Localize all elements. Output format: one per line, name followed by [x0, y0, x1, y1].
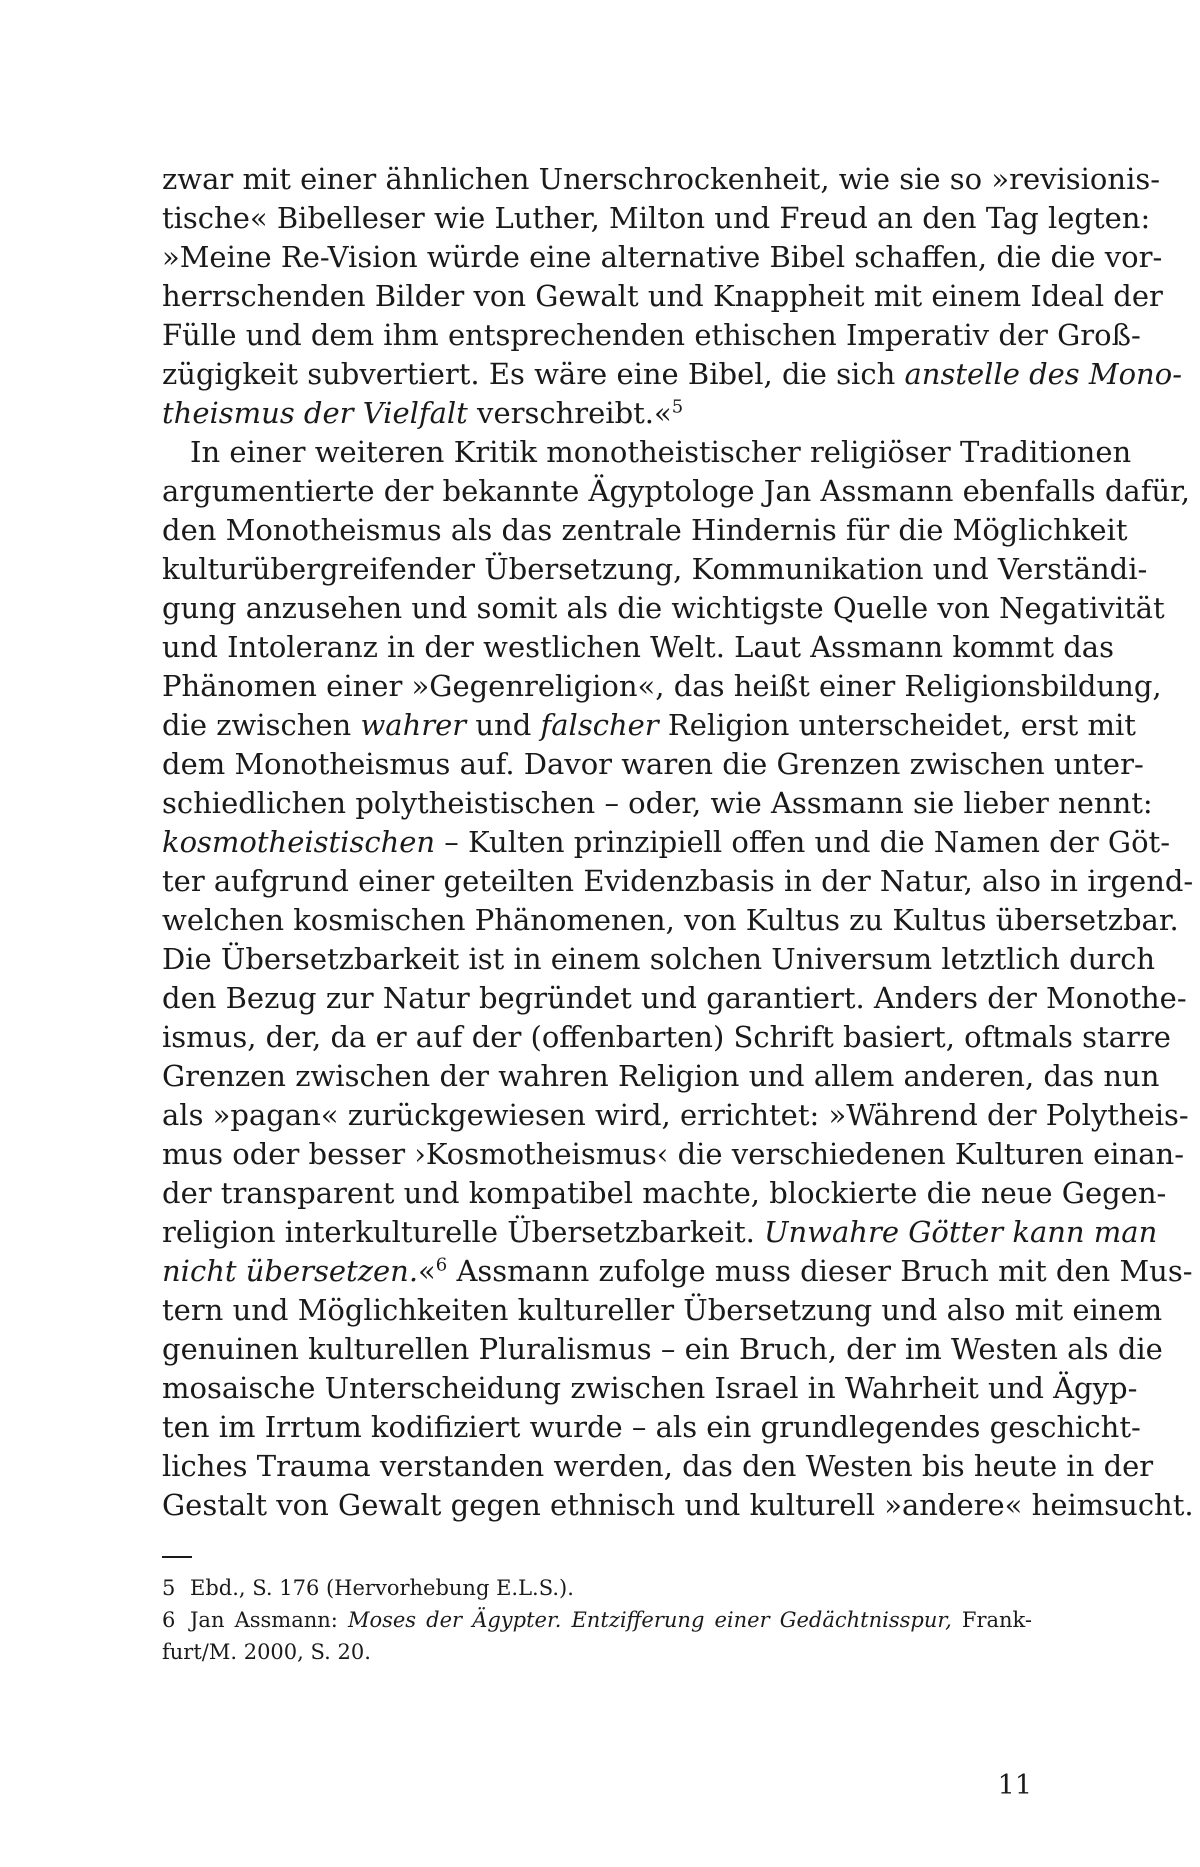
text-segment: den Monotheismus als das zentrale Hindernis für die Möglichkeit: [162, 513, 1128, 547]
text-line: [162, 1135, 1185, 1174]
text-line: [162, 199, 1151, 238]
text-line: [162, 1330, 1163, 1369]
text-segment: »Meine Re-Vision würde eine alternative Bibel schaffen, die die vor-: [162, 240, 1163, 274]
text-line: [162, 550, 1148, 589]
text-line: [162, 1018, 1171, 1057]
text-segment: liches Trauma verstanden werden, das den Westen bis heute in der: [162, 1449, 1154, 1483]
italic-text: nicht übersetzen.: [162, 1254, 419, 1288]
text-line: [162, 862, 1194, 901]
text-segment: der transparent und kompatibel machte, blockierte die neue Gegen-: [162, 1176, 1167, 1210]
text-line: [162, 1369, 1138, 1408]
text-line: [162, 1408, 1141, 1447]
text-segment: Gestalt von Gewalt gegen ethnisch und kulturell »andere« heimsucht.: [162, 1488, 1194, 1522]
text-segment: und Intoleranz in der westlichen Welt. Laut Assmann kommt das: [162, 630, 1114, 664]
text-segment: argumentierte der bekannte Ägyptologe Jan Assmann ebenfalls dafür,: [162, 474, 1191, 508]
text-segment: mus oder besser ›Kosmotheismus‹ die verschiedenen Kulturen einan-: [162, 1137, 1185, 1171]
text-segment: ten im Irrtum kodifiziert wurde – als ein grundlegendes geschicht-: [162, 1410, 1141, 1444]
text-line: [162, 277, 1163, 316]
footnote-number: 6: [162, 1608, 176, 1632]
italic-text: Moses der Ägypter. Entzifferung einer Gedächtnisspur,: [347, 1608, 952, 1632]
italic-text: falscher: [540, 708, 659, 742]
text-segment: und: [466, 708, 541, 742]
text-segment: mosaische Unterscheidung zwischen Israel in Wahrheit und Ägyp-: [162, 1371, 1138, 1405]
text-line: [162, 667, 1162, 706]
page-number: 11: [997, 1770, 1032, 1801]
text-line: [162, 940, 1156, 979]
text-line: [162, 394, 1032, 433]
text-line: [162, 1486, 1194, 1525]
text-segment: gung anzusehen und somit als die wichtigste Quelle von Negativität: [162, 591, 1165, 625]
text-segment: Frank-: [951, 1608, 1033, 1632]
italic-text: Unwahre Götter kann man: [764, 1215, 1158, 1249]
text-line: [162, 316, 1141, 355]
text-segment: verschreibt.«: [467, 396, 672, 430]
text-segment: zügigkeit subvertiert. Es wäre eine Bibel, die sich: [162, 357, 905, 391]
italic-text: wahrer: [360, 708, 467, 742]
text-segment: Die Übersetzbarkeit ist in einem solchen Universum letztlich durch: [162, 942, 1156, 976]
text-segment: ismus, der, da er auf der (offenbarten) Schrift basiert, oftmals starre: [162, 1020, 1171, 1054]
text-segment: tische« Bibelleser wie Luther, Milton und Freud an den Tag legten:: [162, 201, 1151, 235]
text-segment: dem Monotheismus auf. Davor waren die Grenzen zwischen unter-: [162, 747, 1144, 781]
text-segment: genuinen kulturellen Pluralismus – ein Bruch, der im Westen als die: [162, 1332, 1163, 1366]
text-segment: die zwischen: [162, 708, 361, 742]
text-segment: welchen kosmischen Phänomenen, von Kultus zu Kultus übersetzbar.: [162, 903, 1179, 937]
italic-text: anstelle des Mono-: [904, 357, 1182, 391]
text-line: [162, 589, 1165, 628]
italic-text: theismus der Vielfalt: [162, 396, 468, 430]
footnote-reference: 5: [671, 396, 684, 418]
text-segment: Religion unterscheidet, erst mit: [658, 708, 1136, 742]
text-segment: Assmann zufolge muss dieser Bruch mit den Mus-: [447, 1254, 1193, 1288]
text-line: [162, 1213, 1158, 1252]
text-segment: Jan Assmann:: [190, 1608, 348, 1632]
text-line: [162, 901, 1179, 940]
text-line: [162, 1447, 1154, 1486]
text-segment: Fülle und dem ihm entsprechenden ethischen Imperativ der Groß-: [162, 318, 1141, 352]
text-segment: In einer weiteren Kritik monotheistischer religiöser Traditionen: [190, 435, 1132, 469]
text-line: [162, 745, 1144, 784]
text-segment: herrschenden Bilder von Gewalt und Knappheit mit einem Ideal der: [162, 279, 1163, 313]
text-line: [162, 1174, 1167, 1213]
text-line: [162, 472, 1191, 511]
footnotes: [162, 1572, 1032, 1668]
text-segment: zwar mit einer ähnlichen Unerschrockenheit, wie sie so »revisionis-: [162, 162, 1161, 196]
text-line: [162, 238, 1163, 277]
text-segment: – Kulten prinzipiell offen und die Namen der Göt-: [435, 825, 1171, 859]
text-line: [162, 1291, 1163, 1330]
text-segment: als »pagan« zurückgewiesen wird, errichtet: »Während der Polytheis-: [162, 1098, 1189, 1132]
text-line: [162, 823, 1171, 862]
italic-text: kosmotheistischen: [162, 825, 436, 859]
footnote-number: 5: [162, 1576, 176, 1600]
text-line: [162, 784, 1153, 823]
footnote-reference: 6: [435, 1254, 448, 1276]
footnote-line: [162, 1636, 1032, 1668]
text-line: [162, 628, 1114, 667]
footnote-separator: [162, 1556, 192, 1558]
text-segment: religion interkulturelle Übersetzbarkeit.: [162, 1215, 765, 1249]
footnote-line: [162, 1604, 1032, 1636]
footnote-line: [162, 1572, 1032, 1604]
text-line: [162, 706, 1136, 745]
text-segment: kulturübergreifender Übersetzung, Kommunikation und Verständi-: [162, 552, 1148, 586]
text-line: [162, 979, 1187, 1018]
text-line: [162, 1057, 1160, 1096]
text-segment: «: [418, 1254, 436, 1288]
text-segment: Phänomen einer »Gegenreligion«, das heißt einer Religionsbildung,: [162, 669, 1162, 703]
text-segment: Ebd., S. 176 (Hervorhebung E.L.S.).: [190, 1576, 574, 1600]
text-segment: furt/M. 2000, S. 20.: [162, 1640, 371, 1664]
text-line: [162, 433, 1132, 472]
text-line: [162, 160, 1161, 199]
text-line: [162, 355, 1182, 394]
text-line: [162, 1096, 1189, 1135]
body-text: [162, 160, 1194, 1525]
text-line: [162, 511, 1128, 550]
text-segment: ter aufgrund einer geteilten Evidenzbasis in der Natur, also in irgend-: [162, 864, 1194, 898]
text-segment: den Bezug zur Natur begründet und garantiert. Anders der Monothe-: [162, 981, 1187, 1015]
text-segment: schiedlichen polytheistischen – oder, wie Assmann sie lieber nennt:: [162, 786, 1153, 820]
text-line: [162, 1252, 1193, 1291]
text-segment: Grenzen zwischen der wahren Religion und allem anderen, das nun: [162, 1059, 1160, 1093]
text-segment: tern und Möglichkeiten kultureller Übersetzung und also mit einem: [162, 1293, 1163, 1327]
